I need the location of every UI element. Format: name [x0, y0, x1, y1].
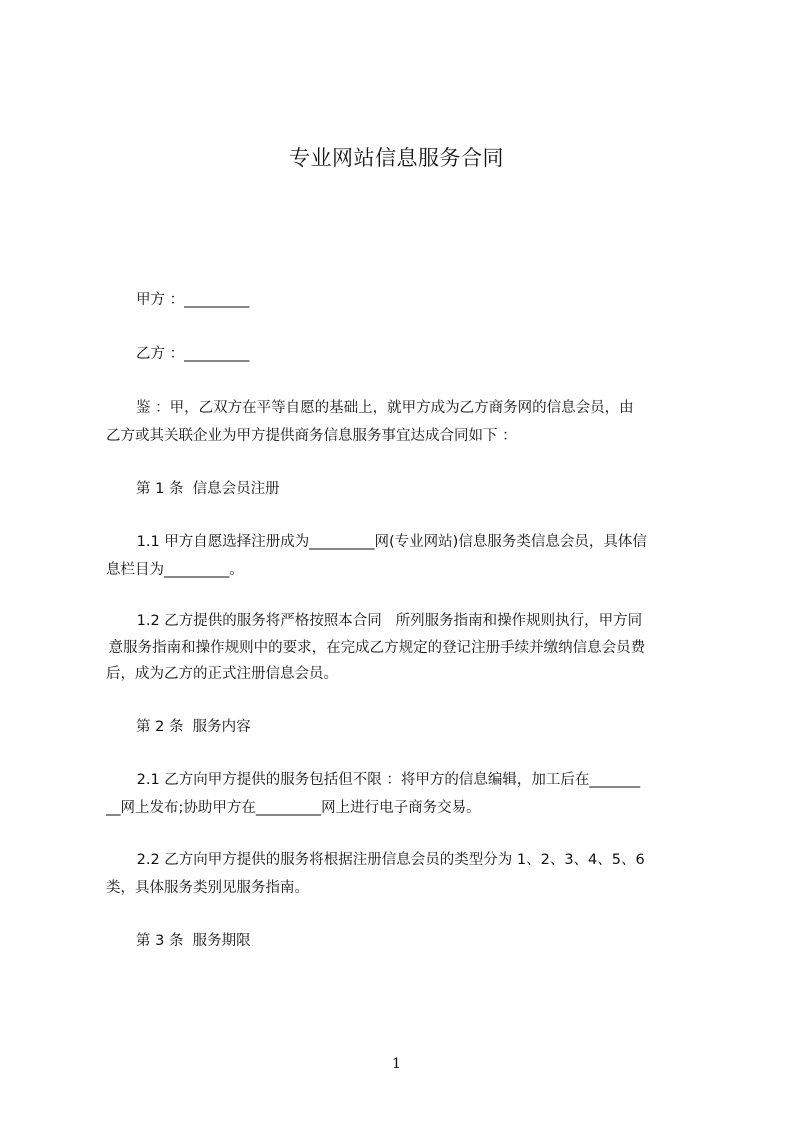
- page-number: 1: [392, 1056, 401, 1072]
- clause-2-2-line-1: 2.2 乙方向甲方提供的服务将根据注册信息会员的类型分为 1、2、3、4、5、6: [132, 852, 645, 868]
- document-title: 专业网站信息服务合同: [289, 146, 504, 170]
- party-b-line: 乙方 ：_________: [136, 346, 250, 362]
- clause-1-2-line-2: 意服务指南和操作规则中的要求，在完成乙方规定的登记注册手续并缴纳信息会员费: [104, 640, 646, 656]
- article-3-heading: 第 3 条 服务期限: [136, 933, 251, 949]
- article-2-heading: 第 2 条 服务内容: [136, 719, 251, 735]
- clause-1-1-line-2: 息栏目为_________。: [106, 562, 244, 578]
- preamble-line-1: 鉴 ：甲，乙双方在平等自愿的基础上，就甲方成为乙方商务网的信息会员，由: [136, 400, 634, 416]
- clause-2-2-line-2: 类，具体服务类别见服务指南。: [106, 880, 309, 896]
- clause-2-1-line-1: 2.1 乙方向甲方提供的服务包括但不限 ：将甲方的信息编辑，加工后在_______: [132, 772, 641, 788]
- preamble-line-2: 乙方或其关联企业为甲方提供商务信息服务事宜达成合同如下 ：: [106, 428, 517, 444]
- clause-1-2-line-1: 1.2 乙方提供的服务将严格按照本合同 所列服务指南和操作规则执行，甲方同: [132, 613, 643, 629]
- clause-2-1-line-2: __网上发布;协助甲方在_________网上进行电子商务交易。: [106, 800, 481, 816]
- clause-1-1-line-1: 1.1 甲方自愿选择注册成为_________网(专业网站)信息服务类信息会员，具体信: [132, 534, 647, 550]
- party-a-line: 甲方 ：_________: [136, 292, 250, 308]
- article-1-heading: 第 1 条 信息会员注册: [136, 481, 280, 497]
- clause-1-2-line-3: 后，成为乙方的正式注册信息会员。: [106, 666, 338, 682]
